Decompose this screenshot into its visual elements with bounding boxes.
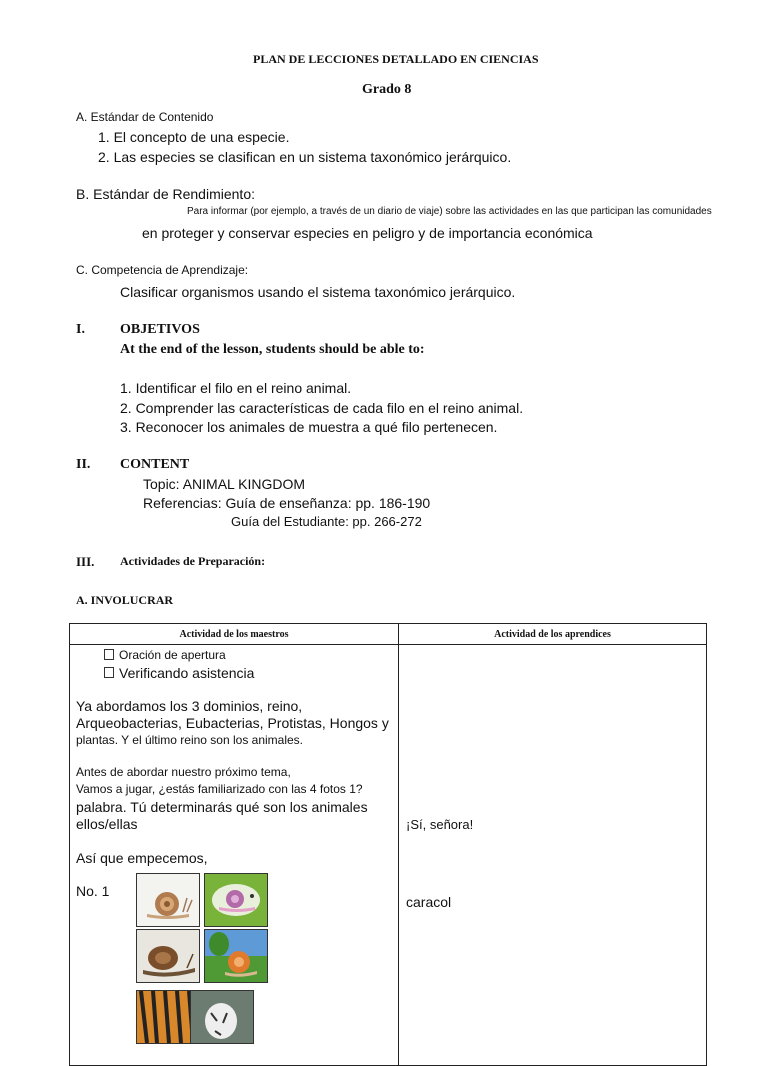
teacher-activity-cell: [70, 645, 399, 1066]
snail-photo-4: [204, 929, 268, 983]
checklist-item-attendance: [104, 665, 254, 681]
objective-item-3: 3. Reconocer los animales de muestra a qué filo pertenecen.: [120, 419, 498, 435]
grade-title: Grado 8: [362, 82, 412, 97]
content-standard-item-1: 1. El concepto de una especie.: [98, 129, 290, 145]
activity-table-header-row: [70, 624, 707, 645]
game-paragraph-line-2: Vamos a jugar, ¿estás familiarizado con las 4 fotos 1?: [76, 782, 363, 796]
content-standard-heading: A. Estándar de Contenido: [76, 110, 214, 124]
doc-title: PLAN DE LECCIONES DETALLADO EN CIENCIAS: [253, 52, 539, 66]
round-number-label: No. 1: [76, 883, 110, 899]
intro-paragraph-line-3: plantas. Y el último reino son los animales.: [76, 733, 304, 747]
content-heading: CONTENT: [120, 457, 190, 472]
objectives-intro: At the end of the lesson, students should be able to:: [120, 342, 425, 357]
checklist-item-attendance-label: Verificando asistencia: [119, 665, 255, 681]
learning-competency-body: Clasificar organismos usando el sistema taxonómico jerárquico.: [120, 284, 516, 300]
learner-activity-header: Actividad de los aprendices: [399, 624, 707, 645]
objective-item-2: 2. Comprender las características de cada filo en el reino animal.: [120, 400, 524, 416]
performance-standard-line-2: en proteger y conservar especies en peligro y de importancia económica: [142, 225, 593, 241]
game-paragraph-line-3: palabra. Tú determinarás qué son los animales: [76, 799, 368, 815]
intro-paragraph-line-2: Arqueobacterias, Eubacterias, Protistas, Hongos y: [76, 715, 389, 731]
teacher-activity-header: Actividad de los maestros: [70, 624, 399, 645]
game-paragraph-line-1: Antes de abordar nuestro próximo tema,: [76, 765, 291, 779]
checkbox-icon: [104, 667, 114, 678]
checklist-item-prayer-label: Oración de apertura: [119, 648, 226, 662]
learner-answer-snail: caracol: [406, 894, 452, 910]
engage-heading: A. INVOLUCRAR: [76, 593, 174, 607]
content-reference-2: Guía del Estudiante: pp. 266-272: [231, 514, 422, 529]
performance-standard-line-1: Para informar (por ejemplo, a través de un diario de viaje) sobre las actividades en las que participan las comunidades: [187, 206, 712, 217]
content-number: II.: [76, 457, 91, 472]
content-reference-1: Referencias: Guía de enseñanza: pp. 186-190: [143, 495, 431, 511]
checklist-item-prayer: [104, 648, 226, 662]
game-paragraph-line-4: ellos/ellas: [76, 816, 138, 832]
lets-start-text: Así que empecemos,: [76, 850, 208, 866]
activity-table: [69, 623, 707, 1066]
learner-activity-cell: [399, 645, 707, 1066]
learner-answer-yes: ¡Sí, señora!: [406, 817, 474, 832]
snail-photo-3: [136, 929, 200, 983]
learning-competency-heading: C. Competencia de Aprendizaje:: [76, 263, 249, 277]
intro-paragraph-line-1: Ya abordamos los 3 dominios, reino,: [76, 698, 303, 714]
checkbox-icon: [104, 649, 114, 660]
objectives-number: I.: [76, 322, 85, 337]
content-standard-item-2: 2. Las especies se clasifican en un sistema taxonómico jerárquico.: [98, 149, 512, 165]
tiger-photo-2: [190, 990, 254, 1044]
activity-table-row: [70, 645, 707, 1066]
snail-photo-1: [136, 873, 200, 927]
prep-number: III.: [76, 554, 95, 569]
performance-standard-heading: B. Estándar de Rendimiento:: [76, 186, 255, 202]
objective-item-1: 1. Identificar el filo en el reino animal.: [120, 380, 352, 396]
content-topic: Topic: ANIMAL KINGDOM: [143, 476, 306, 492]
prep-heading: Actividades de Preparación:: [120, 554, 266, 568]
objectives-heading: OBJETIVOS: [120, 322, 200, 337]
snail-photo-2: [204, 873, 268, 927]
